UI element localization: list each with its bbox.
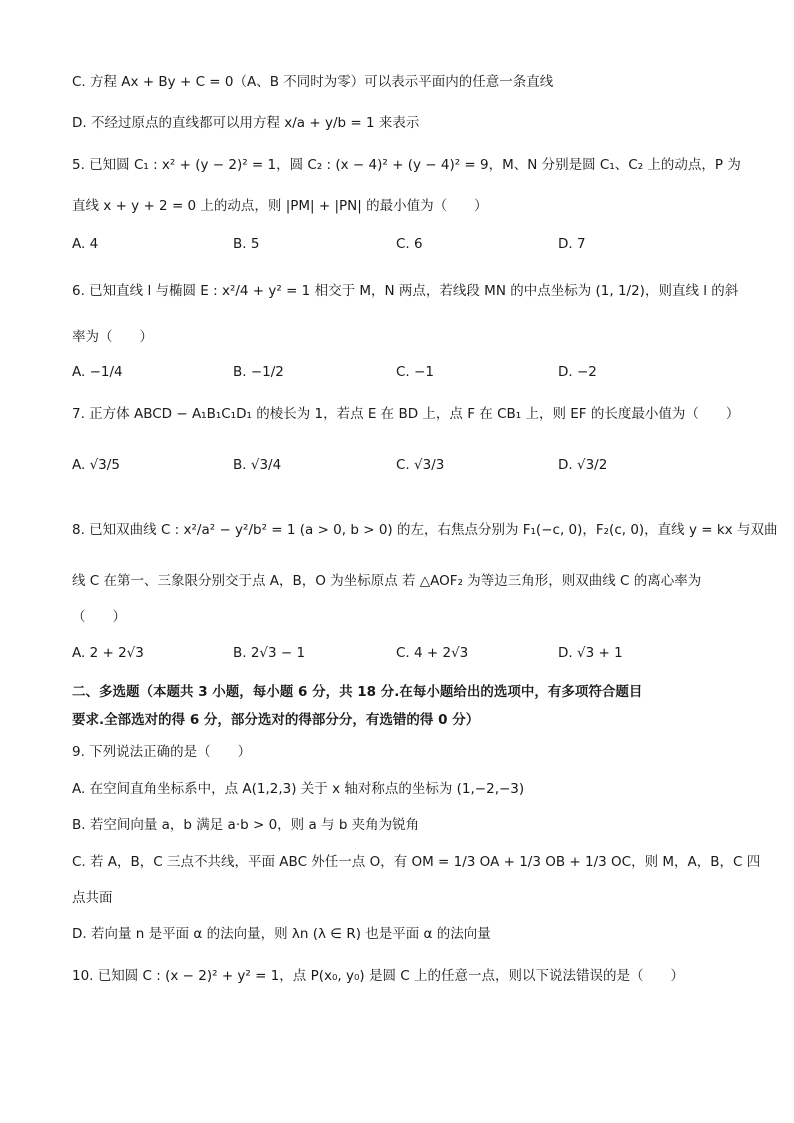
q8-option-b: B. 2√3 − 1: [233, 645, 306, 661]
q8-option-d: D. √3 + 1: [558, 645, 623, 661]
q4-option-c: C. 方程 Ax + By + C = 0（A、B 不同时为零）可以表示平面内的任意一条直线: [72, 74, 554, 90]
q9-option-a: A. 在空间直角坐标系中，点 A(1,2,3) 关于 x 轴对称点的坐标为 (1,−2,−3): [72, 781, 525, 797]
q7-option-d: D. √3/2: [558, 457, 608, 473]
q5-option-d: D. 7: [558, 236, 586, 252]
q5-option-a: A. 4: [72, 236, 99, 252]
q8-option-a: A. 2 + 2√3: [72, 645, 144, 661]
q9-option-b: B. 若空间向量 a，b 满足 a·b > 0，则 a 与 b 夹角为锐角: [72, 817, 420, 833]
q5-option-b: B. 5: [233, 236, 260, 252]
q6-option-d: D. −2: [558, 364, 597, 380]
q5-option-c: C. 6: [396, 236, 423, 252]
section2-heading-line1: 二、多选题（本题共 3 小题，每小题 6 分，共 18 分.在每小题给出的选项中，有多项符合题目: [72, 684, 643, 700]
q9-option-c-line1: C. 若 A，B，C 三点不共线，平面 ABC 外任一点 O，有 OM = 1/3 OA + 1/3 OB + 1/3 OC，则 M，A，B，C 四: [72, 854, 761, 870]
q5-stem-line1: 5. 已知圆 C₁ : x² + (y − 2)² = 1，圆 C₂ : (x − 4)² + (y − 4)² = 9，M、N 分别是圆 C₁、C₂ 上的动点，P 为: [72, 157, 741, 173]
q7-option-b: B. √3/4: [233, 457, 282, 473]
q6-option-b: B. −1/2: [233, 364, 284, 380]
q10-stem: 10. 已知圆 C : (x − 2)² + y² = 1，点 P(x₀, y₀) 是圆 C 上的任意一点，则以下说法错误的是（ ）: [72, 968, 684, 984]
q9-stem: 9. 下列说法正确的是（ ）: [72, 744, 252, 760]
q7-option-c: C. √3/3: [396, 457, 445, 473]
q6-option-c: C. −1: [396, 364, 434, 380]
q5-stem-line2: 直线 x + y + 2 = 0 上的动点，则 |PM| + |PN| 的最小值为（ ）: [72, 198, 488, 214]
q7-stem: 7. 正方体 ABCD − A₁B₁C₁D₁ 的棱长为 1，若点 E 在 BD 上，点 F 在 CB₁ 上，则 EF 的长度最小值为（ ）: [72, 406, 740, 422]
section2-heading-line2: 要求.全部选对的得 6 分，部分选对的得部分分，有选错的得 0 分）: [72, 712, 480, 728]
q6-stem-line2: 率为（ ）: [72, 329, 153, 345]
q9-option-c-line2: 点共面: [72, 890, 113, 906]
q8-stem-line1: 8. 已知双曲线 C : x²/a² − y²/b² = 1 (a > 0, b > 0) 的左，右焦点分别为 F₁(−c, 0)，F₂(c, 0)，直线 y = kx 与双曲: [72, 522, 778, 538]
q6-option-a: A. −1/4: [72, 364, 123, 380]
q4-option-d: D. 不经过原点的直线都可以用方程 x/a + y/b = 1 来表示: [72, 115, 420, 131]
q6-stem-line1: 6. 已知直线 l 与椭圆 E : x²/4 + y² = 1 相交于 M，N 两点，若线段 MN 的中点坐标为 (1, 1/2)，则直线 l 的斜: [72, 283, 739, 299]
q9-option-d: D. 若向量 n 是平面 α 的法向量，则 λn (λ ∈ R) 也是平面 α 的法向量: [72, 926, 491, 942]
q8-stem-line3: （ ）: [72, 609, 126, 625]
q7-option-a: A. √3/5: [72, 457, 120, 473]
q8-stem-line2: 线 C 在第一、三象限分别交于点 A，B，O 为坐标原点 若 △AOF₂ 为等边三角形，则双曲线 C 的离心率为: [72, 573, 702, 589]
q8-option-c: C. 4 + 2√3: [396, 645, 469, 661]
